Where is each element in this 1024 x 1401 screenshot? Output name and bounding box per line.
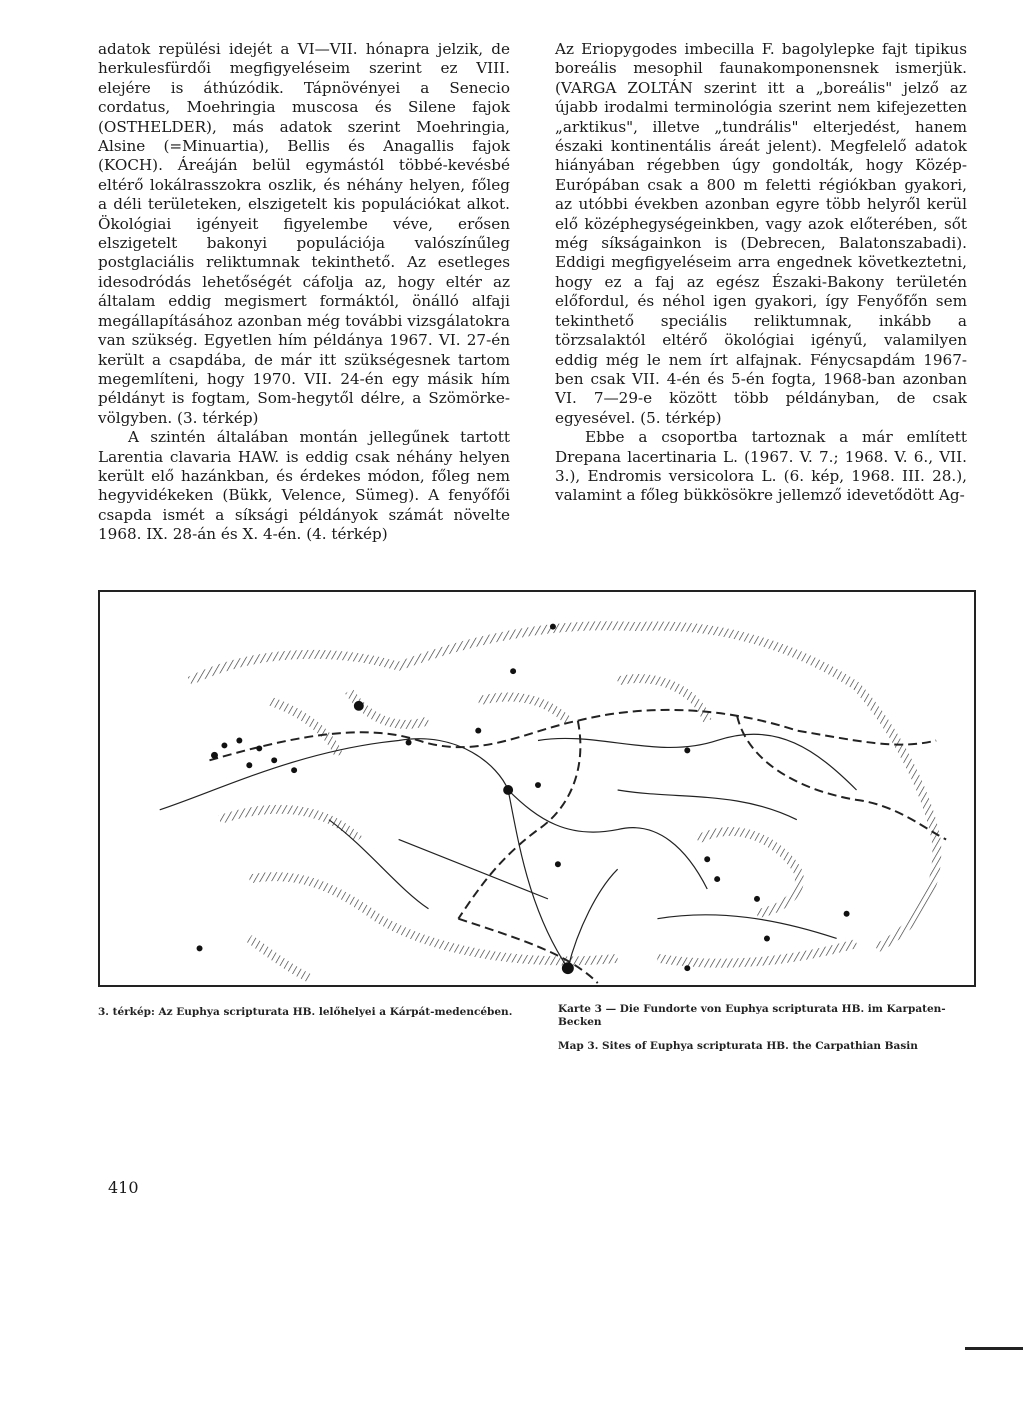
map-caption-hungarian: 3. térkép: Az Euphya scripturata HB. lelőhelyei a Kárpát-medencében. [98, 1006, 513, 1018]
right-text-column [555, 40, 967, 506]
right-paragraph-1: Az Eriopygodes imbecilla F. bagolylepke fajt tipikus boreális mesophil faunakomponensnek ismerjük. (VARGA ZOLTÁN szerint itt a „boreális" jelző az újabb irodalmi terminológia szerint nem kifejezetten „arktikus", illetve „tundrális" elterjedést, hanem északi kontinentális áreát jelent). Megfelelő adatok hiányában régebben úgy gondolták, hogy Közép-Európában csak a 800 m feletti régiókban gyakori, az utóbbi években azonban egyre több helyről kerül elő középhegységeinkben, vagy azok előterében, sőt még síkságainkon is (Debrecen, Balatonszabadi). Eddigi megfigyeléseim arra engednek következtetni, hogy ez a faj az egész Északi-Bakony területén előfordul, és néhol igen gyakori, így Fenyőfőn sem tekinthető speciális reliktumnak, inkább a törzsalaktól eltérő ökológiai igényű, valamilyen eddig még le nem írt alfajnak. Fénycsapdám 1967-ben csak VII. 4-én és 5-én fogta, 1968-ban azonban VI. 7—29-e között több példányban, de csak egyesével. (5. térkép) [555, 40, 967, 427]
right-paragraph-2: Ebbe a csoportba tartoznak a már említett Drepana lacertinaria L. (1967. V. 7.; 1968. V. 6., VII. 3.), Endromis versicolora L. (6. kép, 1968. III. 28.), valamint a főleg bükkösökre jellemző idevetődött Ag- [555, 428, 967, 505]
left-paragraph-1: adatok repülési idejét a VI—VII. hónapra jelzik, de herkulesfürdői megfigyeléseim szerint ez VIII. elejére is áthúzódik. Tápnövényei a Senecio cordatus, Moehringia muscosa és Silene fajok (OSTHELDER), más adatok szerint Moehringia, Alsine (=Minuartia), Bellis és Anagallis fajok (KOCH). Áreáján belül egymástól többé-kevésbé eltérő lokálrasszokra oszlik, és néhány helyen, főleg a déli területeken, elszigetelt kis populációkat alkot. Ökológiai igényeit figyelembe véve, erősen elszigetelt bakonyi populációja valószínűleg postglaciális reliktumnak tekinthető. Az esetleges idesodródás lehetőségét cáfolja az, hogy eltér az általam eddig megismert formáktól, önálló alfaji megállapításához azonban még további vizsgálatokra van szükség. Egyetlen hím példánya 1967. VI. 27-én került a csapdába, de már itt szükségesnek tartom megemlíteni, hogy 1970. VII. 24-én egy másik hím példányt is fogtam, Som-hegytől délre, a Szömörke-völgyben. (3. térkép) [98, 40, 510, 427]
map-caption-german: Karte 3 — Die Fundorte von Euphya scripturata HB. im Karpaten-Becken [558, 1003, 946, 1028]
rivers [160, 734, 857, 968]
borders [209, 710, 946, 983]
map-caption-english: Map 3. Sites of Euphya scripturata HB. the Carpathian Basin [558, 1040, 918, 1052]
map-drawing [100, 592, 974, 985]
site-dots [197, 624, 850, 974]
left-paragraph-2: A szintén általában montán jellegűnek tartott Larentia clavaria HAW. is eddig csak néhány helyen került elő hazánkban, és érdekes módon, főleg nem hegyvidékeken (Bükk, Velence, Sümeg). A fenyőfői csapda ismét a síksági példányok számát növelte 1968. IX. 28-án és X. 4-én. (4. térkép) [98, 428, 510, 544]
distribution-map [98, 590, 976, 987]
left-text-column [98, 40, 510, 545]
bottom-rule [965, 1347, 1023, 1350]
page-number: 410 [108, 1178, 139, 1197]
mountain-ridges [190, 626, 937, 978]
